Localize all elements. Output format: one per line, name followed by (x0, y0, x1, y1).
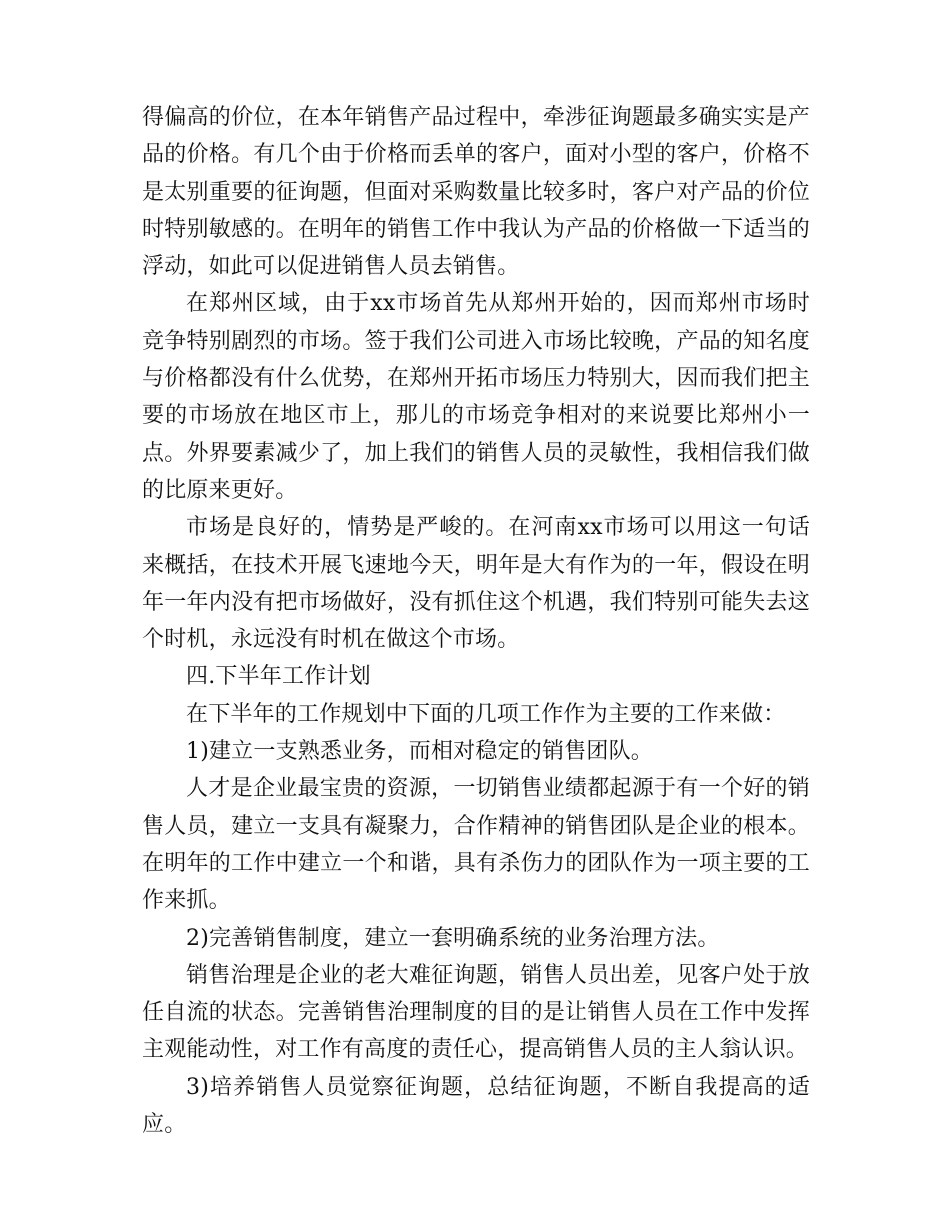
paragraph: 得偏高的价位，在本年销售产品过程中，牵涉征询题最多确实实是产品的价格。有几个由于价格而丢单的客户，面对小型的客户，价格不是太别重要的征询题，但面对采购数量比较多时，客户对产品的价位时特别敏感的。在明年的销售工作中我认为产品的价格做一下适当的浮动，如此可以促进销售人员去销售。 (142, 105, 810, 280)
paragraph: 市场是良好的，情势是严峻的。在河南xx市场可以用这一句话来概括，在技术开展飞速地今天，明年是大有作为的一年，假设在明年一年内没有把市场做好，没有抓住这个机遇，我们特别可能失去这个时机，永远没有时机在做这个市场。 (142, 515, 810, 653)
paragraph: 在下半年的工作规划中下面的几项工作作为主要的工作来做： (186, 701, 786, 727)
paragraph: 在郑州区域，由于xx市场首先从郑州开始的，因而郑州市场时竞争特别剧烈的市场。签于我们公司进入市场比较晚，产品的知名度与价格都没有什么优势，在郑州开拓市场压力特别大，因而我们把主要的市场放在地区市上，那儿的市场竞争相对的来说要比郑州小一点。外界要素减少了，加上我们的销售人员的灵敏性，我相信我们做的比原来更好。 (142, 291, 810, 503)
list-item-heading: 1)建立一支熟悉业务，而相对稳定的销售团队。 (186, 739, 653, 765)
paragraph: 销售治理是企业的老大难征询题，销售人员出差，见客户处于放任自流的状态。完善销售治理制度的目的是让销售人员在工作中发挥主观能动性，对工作有高度的责任心，提高销售人员的主人翁认识。 (142, 962, 810, 1063)
section-heading: 四.下半年工作计划 (186, 664, 371, 690)
paragraph: 人才是企业最宝贵的资源，一切销售业绩都起源于有一个好的销售人员，建立一支具有凝聚力，合作精神的销售团队是企业的根本。在明年的工作中建立一个和谐，具有杀伤力的团队作为一项主要的工作来抓。 (142, 776, 810, 914)
document-body (142, 99, 810, 1143)
list-item-heading: 3)培养销售人员觉察征询题，总结征询题，不断自我提高的适应。 (142, 1074, 810, 1138)
list-item-heading: 2)完善销售制度，建立一套明确系统的业务治理方法。 (186, 925, 720, 951)
